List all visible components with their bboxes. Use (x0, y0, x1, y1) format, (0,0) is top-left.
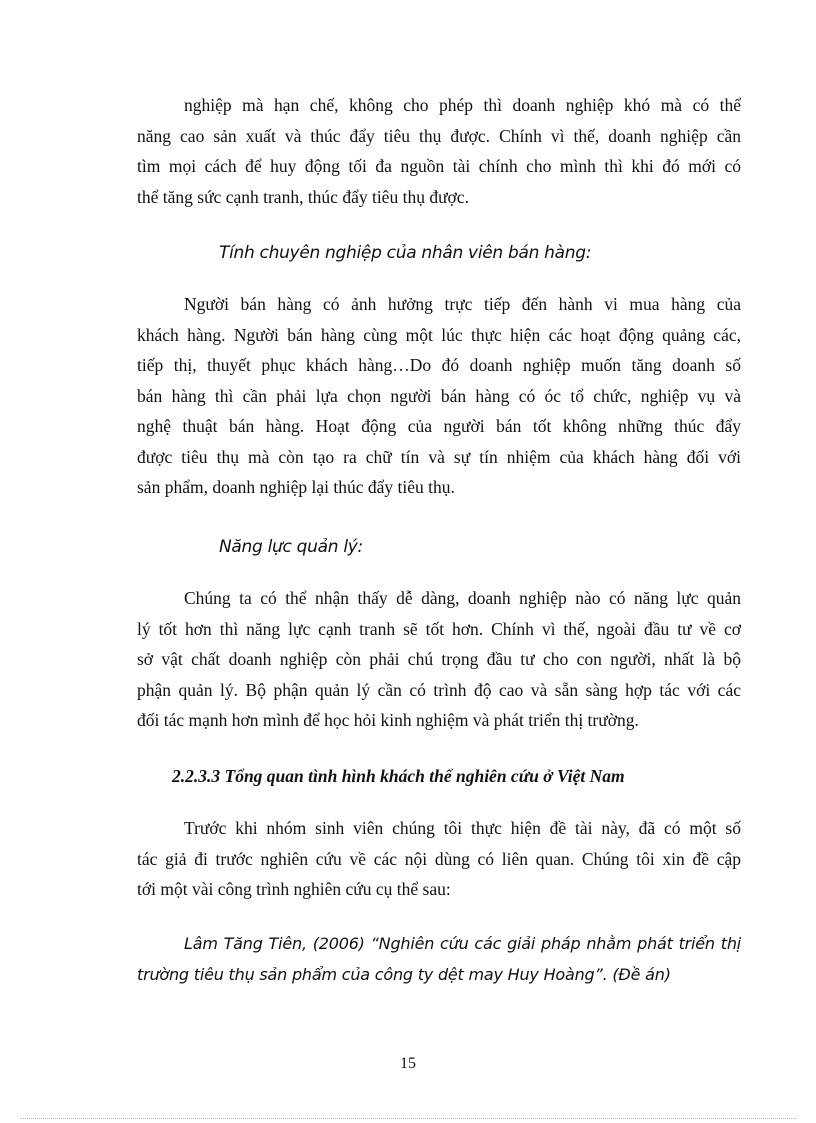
paragraph-line: sản phẩm, doanh nghiệp lại thúc đẩy tiêu thụ. (137, 477, 455, 497)
paragraph-line: khách hàng. Người bán hàng cùng một lúc thực hiện các hoạt động quảng các, (137, 324, 741, 345)
paragraph-line: phận quản lý. Bộ phận quản lý cần có trình độ cao và sẵn sàng hợp tác với các (137, 679, 741, 700)
paragraph-line: lý tốt hơn thì năng lực cạnh tranh sẽ tốt hơn. Chính vì thế, ngoài đầu tư về cơ (137, 618, 741, 639)
reference-line: Lâm Tăng Tiên, (2006) “Nghiên cứu các giải pháp nhằm phát triển thị (184, 934, 741, 953)
paragraph-line: nghiệp mà hạn chế, không cho phép thì doanh nghiệp khó mà có thể (184, 95, 741, 115)
subheading-sales-professionalism: Tính chuyên nghiệp của nhân viên bán hàng: (219, 243, 592, 263)
paragraph-line: thể tăng sức cạnh tranh, thúc đẩy tiêu thụ được. (137, 186, 469, 207)
paragraph-sales-staff (137, 289, 741, 503)
paragraph-line: đối tác mạnh hơn mình để học hỏi kinh nghiệm và phát triển thị trường. (137, 710, 639, 730)
paragraph-overview (137, 813, 741, 905)
paragraph-management (137, 583, 741, 736)
paragraph-line: tới một vài công trình nghiên cứu cụ thể sau: (137, 879, 451, 899)
paragraph-line: năng cao sản xuất và thúc đẩy tiêu thụ được. Chính vì thế, doanh nghiệp cần (137, 125, 741, 146)
section-heading: 2.2.3.3 Tổng quan tình hình khách thể nghiên cứu ở Việt Nam (172, 766, 625, 786)
subheading-management-capability: Năng lực quản lý: (219, 537, 363, 557)
paragraph-line: Chúng ta có thể nhận thấy dễ dàng, doanh nghiệp nào có năng lực quản (184, 588, 741, 608)
page-bottom-border (20, 1118, 796, 1119)
paragraph-line: được tiêu thụ mà còn tạo ra chữ tín và sự tín nhiệm của khách hàng đối với (137, 446, 741, 467)
reference-citation (137, 929, 741, 990)
page-number: 15 (400, 1055, 416, 1072)
paragraph-line: tác giả đi trước nghiên cứu về các nội dùng có liên quan. Chúng tôi xin đề cập (137, 848, 741, 869)
paragraph-line: Trước khi nhóm sinh viên chúng tôi thực hiện đề tài này, đã có một số (184, 818, 741, 838)
paragraph-line: sở vật chất doanh nghiệp còn phải chú trọng đầu tư cho con người, nhất là bộ (137, 649, 741, 669)
paragraph-continuation (137, 90, 741, 212)
paragraph-line: tiếp thị, thuyết phục khách hàng…Do đó doanh nghiệp muốn tăng doanh số (137, 355, 741, 375)
paragraph-line: bán hàng thì cần phải lựa chọn người bán hàng có óc tổ chức, nghiệp vụ và (137, 385, 741, 406)
paragraph-line: Người bán hàng có ảnh hưởng trực tiếp đến hành vi mua hàng của (184, 294, 741, 314)
reference-line: trường tiêu thụ sản phẩm của công ty dệt may Huy Hoàng”. (Đề án) (137, 964, 671, 984)
paragraph-line: tìm mọi cách để huy động tối đa nguồn tài chính cho mình thì khi đó mới có (137, 156, 741, 176)
paragraph-line: nghệ thuật bán hàng. Hoạt động của người bán tốt không những thúc đẩy (137, 416, 741, 436)
